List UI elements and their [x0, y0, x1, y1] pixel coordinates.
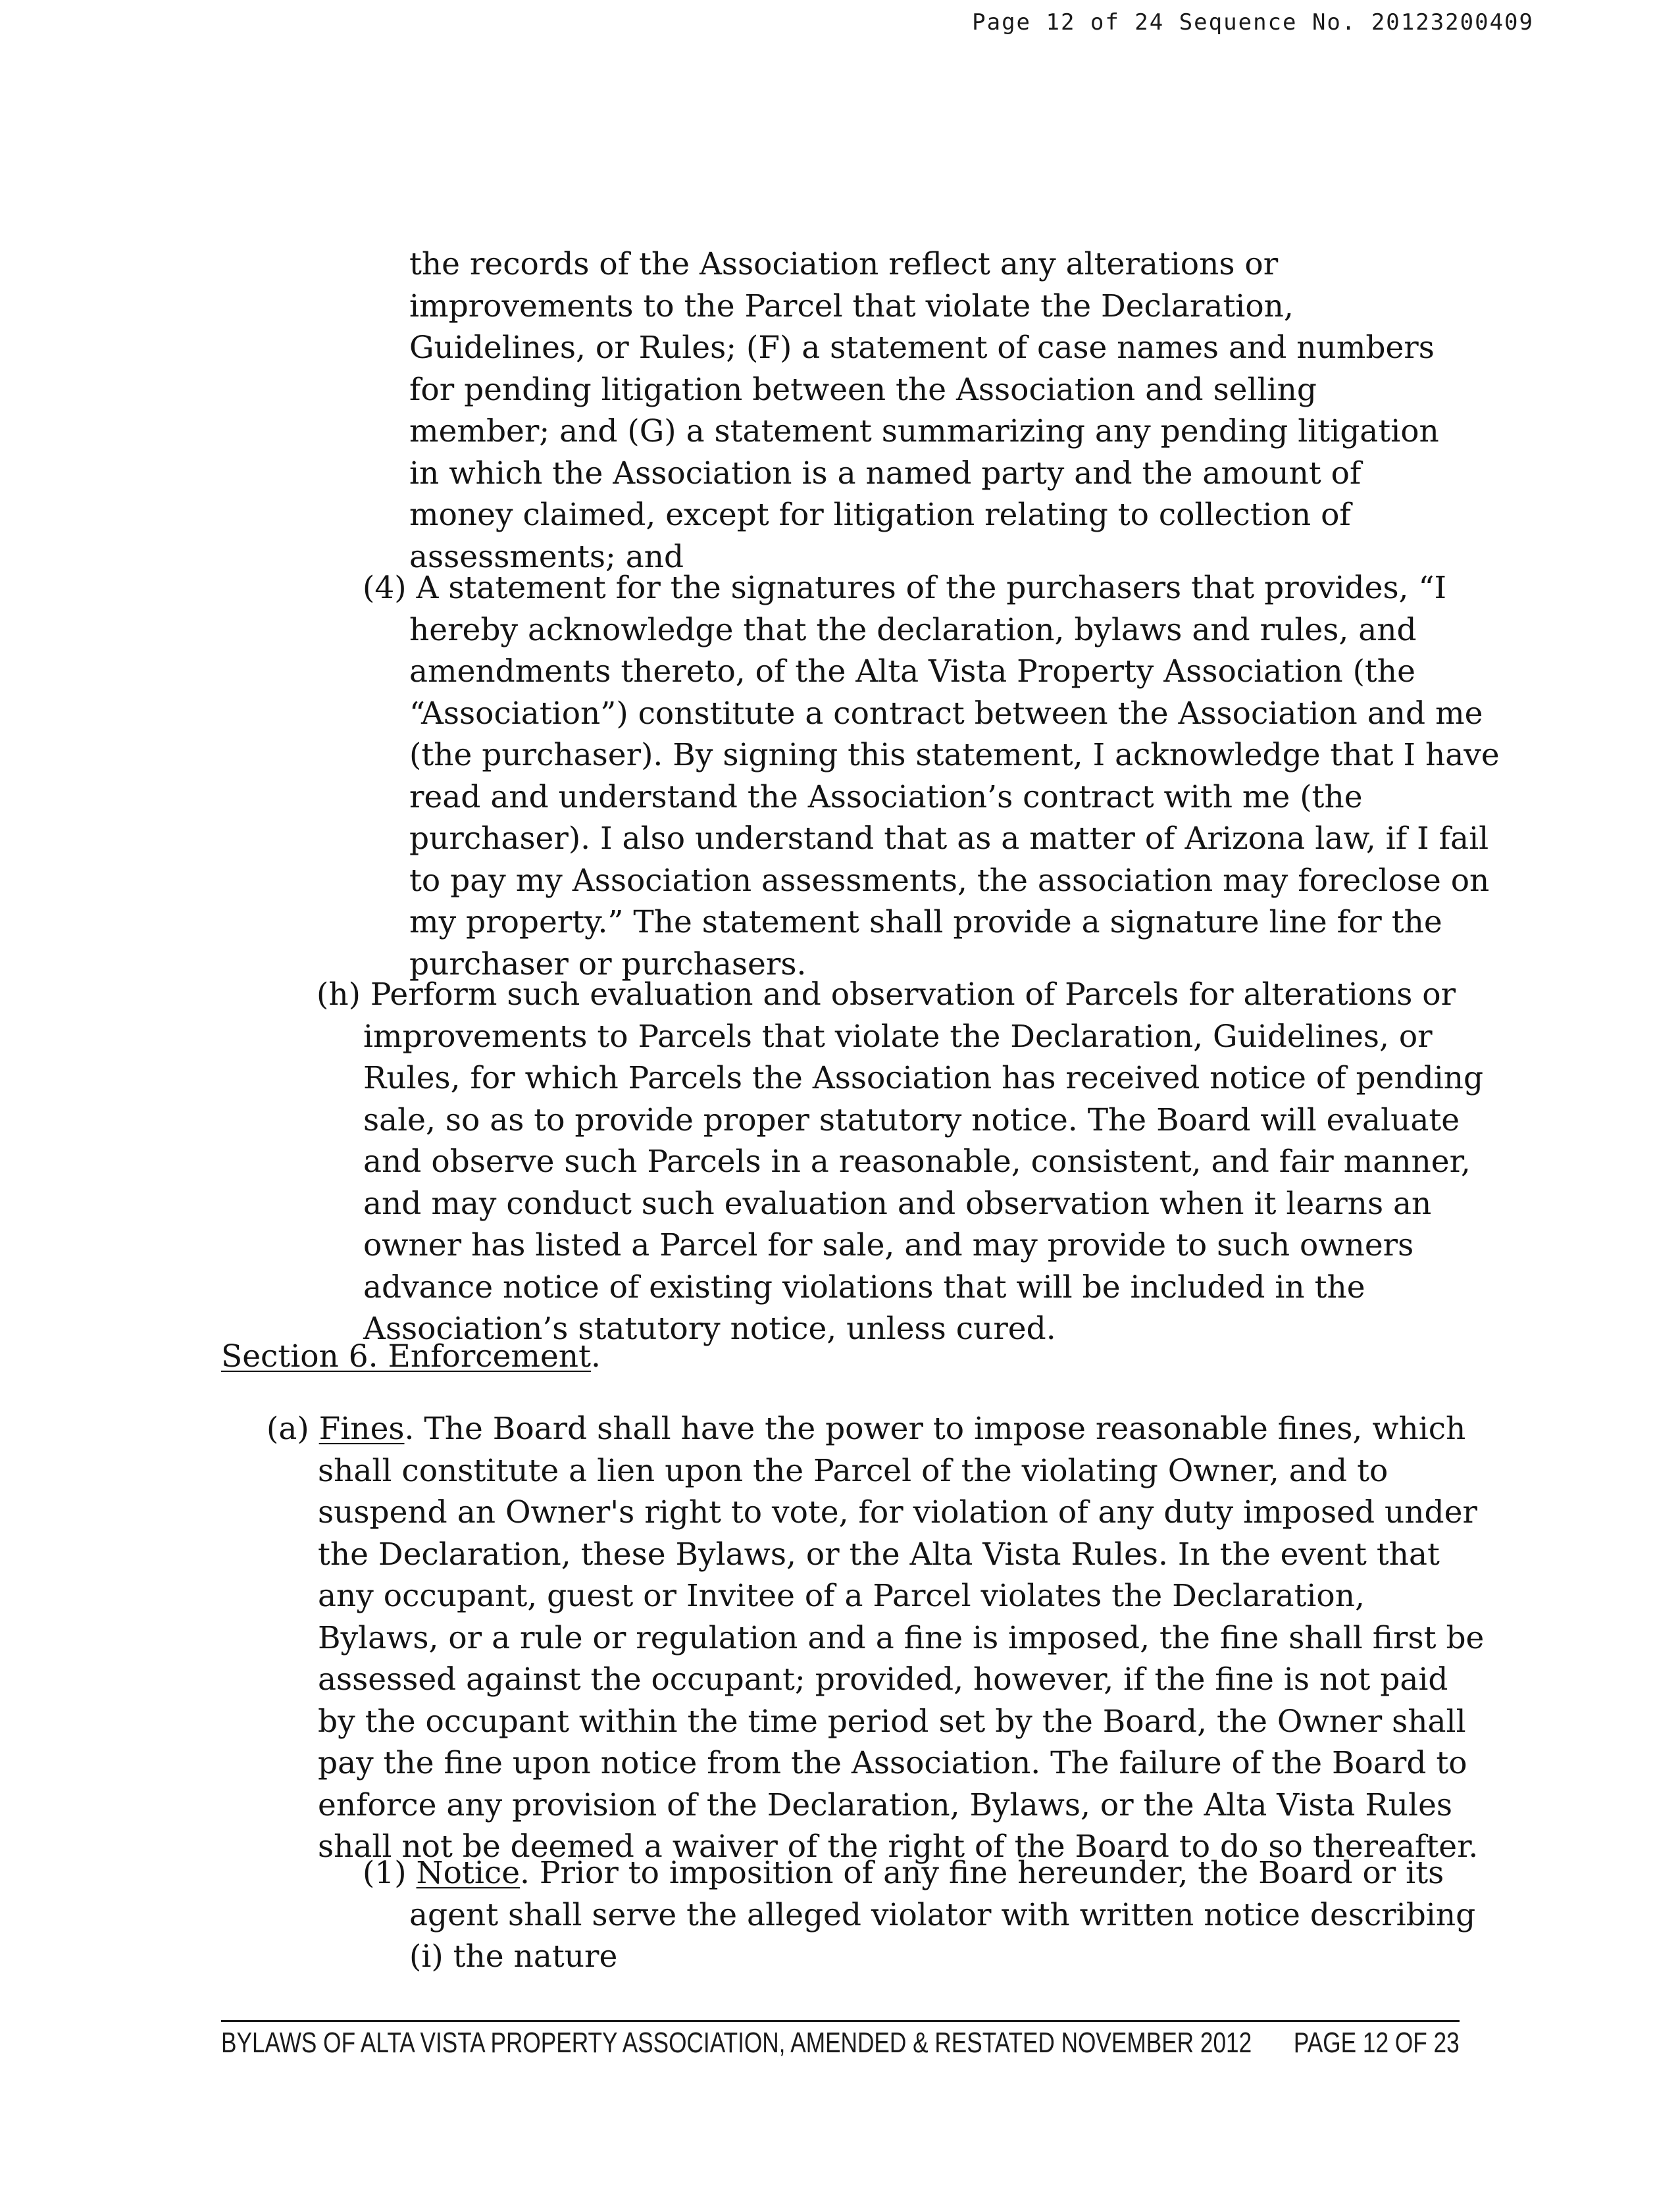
fines-title: Fines	[318, 1411, 405, 1447]
footer-page-number: PAGE 12 OF 23	[1294, 2027, 1460, 2059]
fines-text: The Board shall have the power to impose reasonable fines, which shall constitute a lien upon the Parcel of the violating Owner, and to suspend an Owner's right to vote, for violation of any duty imposed under the Declaration, these Bylaws, or the Alta Vista Rules. In the event that any occupant, guest or Invitee of a Parcel violates the Declaration, Bylaws, or a rule or regulation and a fine is imposed, the fine shall first be assessed against the occupant; provided, however, if the fine is not paid by the occupant within the time period set by the Board, the Owner shall pay the fine upon notice from the Association. The failure of the Board to enforce any provision of the Declaration, Bylaws, or the Alta Vista Rules shall not be deemed a waiver of the right of the Board to do so thereafter.	[318, 1411, 1485, 1865]
list-marker-1: (1)	[363, 1855, 407, 1891]
notice-title: Notice	[416, 1855, 521, 1891]
footer-document-title: BYLAWS OF ALTA VISTA PROPERTY ASSOCIATION, AMENDED & RESTATED NOVEMBER 2012	[221, 2027, 1252, 2059]
footer-divider	[221, 2020, 1460, 2022]
list-marker-h: (h)	[317, 976, 361, 1013]
section-6-period: .	[590, 1338, 601, 1375]
fines-title-period: .	[404, 1411, 415, 1447]
continuation-paragraph: the records of the Association reflect any alterations or improvements to the Parcel that violate the Declaration, Guidelines, or Rules; (F) a statement of case names and numbers for pending litigation between the Association and selling member; and (G) a statement summarizing any pending litigation in which the Association is a named party and the amount of money claimed, except for litigation relating to collection of assessments; and	[409, 246, 1439, 575]
list-item-4-text: A statement for the signatures of the purchasers that provides, “I hereby acknowledge that the declaration, bylaws and rules, and amendments thereto, of the Alta Vista Property Association (the “Association”) constitute a contract between the Association and me (the purchaser). By signing this statement, I acknowledge that I have read and understand the Association’s contract with me (the purchaser). I also understand that as a matter of Arizona law, if I fail to pay my Association assessments, the association may foreclose on my property.” The statement shall provide a signature line for the purchaser or purchasers.	[409, 570, 1500, 982]
notice-text: Prior to imposition of any fine hereunder, the Board or its agent shall serve the alleged violator with written notice describing (i) the nature	[409, 1855, 1476, 1975]
list-marker-4: (4)	[363, 570, 407, 606]
list-item-4	[363, 567, 1512, 985]
list-item-h	[317, 974, 1508, 1350]
section-6-heading	[221, 1336, 813, 1378]
list-marker-a: (a)	[267, 1411, 309, 1447]
list-item-h-text: Perform such evaluation and observation of Parcels for alterations or improvements to Parcels that violate the Declaration, Guidelines, or Rules, for which Parcels the Association has received notice of pending sale, so as to provide proper statutory notice. The Board will evaluate and observe such Parcels in a reasonable, consistent, and fair manner, and may conduct such evaluation and observation when it learns an owner has listed a Parcel for sale, and may provide to such owners advance notice of existing violations that will be included in the Association’s statutory notice, unless cured.	[363, 976, 1484, 1347]
list-item-1-notice	[363, 1852, 1515, 1978]
sequence-header: Page 12 of 24 Sequence No. 20123200409	[972, 9, 1534, 36]
notice-title-period: .	[520, 1855, 530, 1891]
section-6-title: Section 6. Enforcement	[221, 1338, 591, 1375]
list-item-a-fines	[267, 1408, 1489, 1868]
